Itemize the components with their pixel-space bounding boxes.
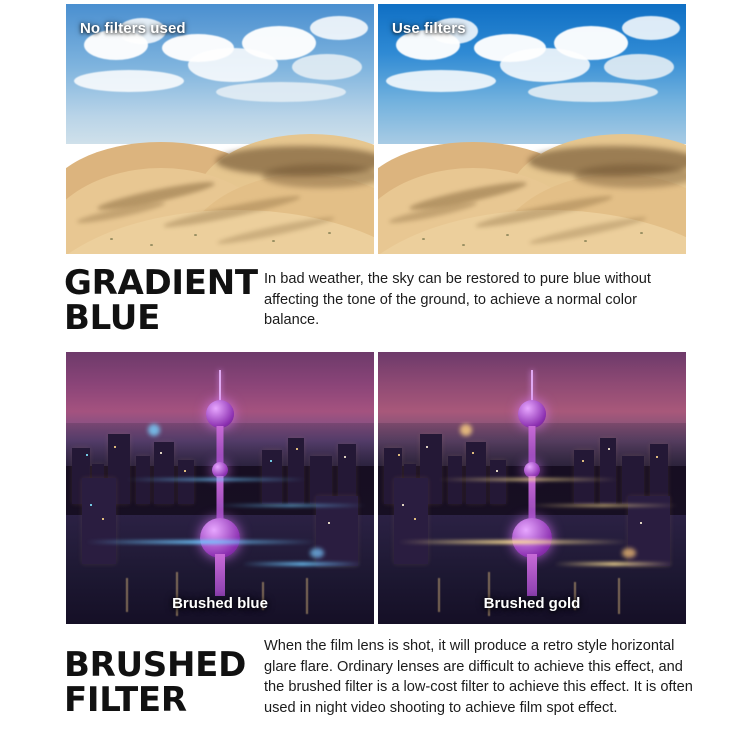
brushed-flare-blue <box>86 540 316 544</box>
brushed-flare-gold <box>398 540 628 544</box>
cloud-icon <box>622 16 680 40</box>
gradient-blue-title-line2: BLUE <box>64 298 161 339</box>
gradient-blue-comparison <box>66 4 686 254</box>
light-glow <box>460 424 472 436</box>
brushed-filter-title-line2: FILTER <box>64 680 187 721</box>
gradient-blue-title <box>64 263 264 339</box>
cloud-icon <box>604 54 674 80</box>
tower-main-sphere <box>200 518 240 558</box>
pane-label-brushed-gold: Brushed gold <box>483 595 581 612</box>
gradient-blue-title-line1: GRADIENT <box>64 263 258 303</box>
gradient-blue-description: In bad weather, the sky can be restored to pure blue without affecting the tone of the ground, to achieve a normal color balance. <box>264 271 651 329</box>
cloud-icon <box>554 26 628 60</box>
brushed-flare-gold <box>438 478 618 481</box>
brushed-flare-blue <box>216 504 366 507</box>
cloud-icon <box>386 70 496 92</box>
desert-photo-no-filter <box>66 4 374 254</box>
light-glow <box>148 424 160 436</box>
brushed-flare-blue <box>242 562 362 566</box>
pane-label-brushed-blue: Brushed blue <box>172 595 268 612</box>
desert-photo-with-filter <box>378 4 686 254</box>
tower-upper-sphere <box>518 400 546 428</box>
dune-region-unfiltered <box>66 134 374 254</box>
city-photo-brushed-gold <box>378 352 686 624</box>
city-photo-brushed-blue <box>66 352 374 624</box>
light-glow <box>622 548 636 558</box>
brushed-flare-gold <box>554 562 674 566</box>
tower-base <box>527 554 537 596</box>
cloud-icon <box>216 82 346 102</box>
cloud-icon <box>310 16 368 40</box>
brushed-flare-blue <box>126 478 306 481</box>
brushed-filter-description: When the film lens is shot, it will produce a retro style horizontal glare flare. Ordinary lenses are difficult to achieve this effect, and the brushed filter is a low-cost filter to achieve this effect. It is often used in night video shooting to achieve film spot effect. <box>264 638 693 717</box>
tower-antenna <box>219 370 221 404</box>
cloud-icon <box>74 70 184 92</box>
tower-antenna <box>531 370 533 404</box>
cloud-icon <box>292 54 362 80</box>
dune-region-filtered <box>378 134 686 254</box>
brushed-filter-title <box>64 636 264 719</box>
pane-label-no-filter: No filters used <box>80 20 186 37</box>
tower-main-sphere <box>512 518 552 558</box>
light-glow <box>310 548 324 558</box>
tower-shaft-mid <box>217 476 224 524</box>
tower-upper-sphere <box>206 400 234 428</box>
tower-base <box>215 554 225 596</box>
brushed-filter-comparison <box>66 352 686 624</box>
brushed-filter-title-line1: BRUSHED <box>64 645 246 685</box>
cloud-icon <box>528 82 658 102</box>
pane-label-with-filter: Use filters <box>392 20 466 37</box>
gradient-blue-caption <box>64 263 704 339</box>
brushed-filter-caption <box>64 636 714 719</box>
cloud-icon <box>242 26 316 60</box>
tower-shaft-mid <box>529 476 536 524</box>
brushed-flare-gold <box>528 504 678 507</box>
